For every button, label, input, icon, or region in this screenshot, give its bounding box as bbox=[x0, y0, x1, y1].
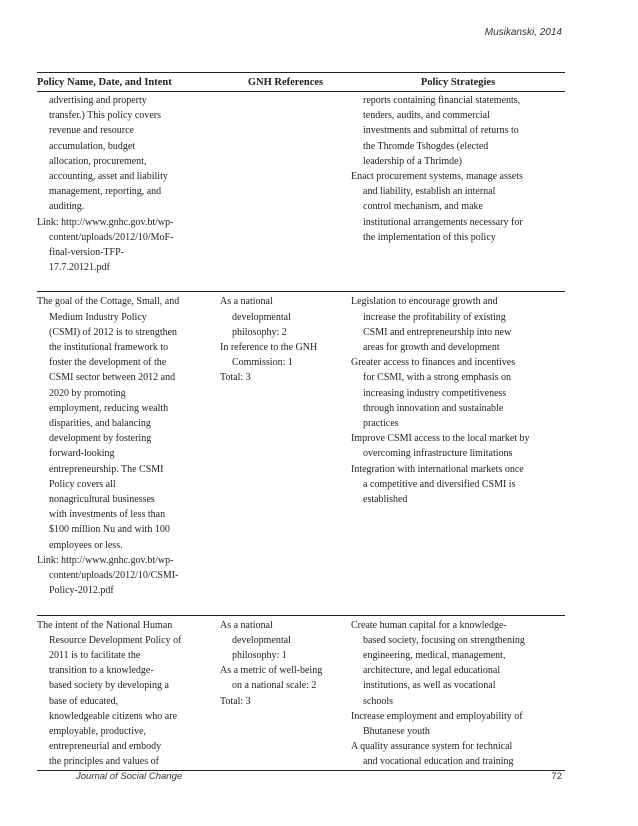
cell-text-line: Legislation to encourage growth and bbox=[351, 296, 498, 308]
cell-text-line: Bhutanese youth bbox=[363, 725, 430, 737]
cell-text-line: Policy-2012.pdf bbox=[49, 585, 114, 597]
cell-text-line: allocation, procurement, bbox=[49, 155, 147, 167]
strategies-cell bbox=[351, 615, 565, 770]
cell-text-line: disparities, and balancing bbox=[49, 418, 151, 430]
cell-text-line: Greater access to finances and incentives bbox=[351, 357, 516, 369]
cell-text-line: based society, focusing on strengthening bbox=[363, 634, 525, 646]
cell-text-line: CSMI and entrepreneurship into new bbox=[363, 326, 512, 338]
cell-text-line: with investments of less than bbox=[49, 509, 166, 521]
cell-text-line: A quality assurance system for technical bbox=[351, 741, 513, 753]
cell-text-line: architecture, and legal educational bbox=[363, 665, 501, 677]
cell-text-line: Policy covers all bbox=[49, 478, 116, 490]
table-row bbox=[37, 615, 565, 770]
cell-text-line: content/uploads/2012/10/CSMI- bbox=[49, 570, 179, 582]
cell-text-line: increasing industry competitiveness bbox=[363, 387, 507, 399]
cell-text-line: content/uploads/2012/10/MoF- bbox=[49, 231, 174, 243]
cell-text-line: employable, productive, bbox=[49, 725, 146, 737]
gnh-cell bbox=[220, 292, 351, 615]
cell-text-line: and liability, establish an internal bbox=[363, 186, 496, 198]
cell-text-line: Enact procurement systems, manage assets bbox=[351, 171, 523, 183]
cell-text-line: The goal of the Cottage, Small, and bbox=[37, 296, 180, 308]
cell-text-line: established bbox=[363, 494, 408, 506]
cell-text-line: foster the development of the bbox=[49, 357, 167, 369]
cell-text-line: 2011 is to facilitate the bbox=[49, 649, 141, 661]
cell-text-line: As a national bbox=[220, 619, 273, 631]
cell-text-line: engineering, medical, management, bbox=[363, 649, 506, 661]
gnh-cell bbox=[220, 615, 351, 770]
intent-cell bbox=[37, 615, 220, 770]
cell-text-line: the principles and values of bbox=[49, 756, 159, 768]
cell-text-line: Increase employment and employability of bbox=[351, 710, 523, 722]
column-header-strategies: Policy Strategies bbox=[351, 73, 565, 92]
journal-name: Journal of Social Change bbox=[76, 771, 183, 782]
cell-text-line: tenders, audits, and commercial bbox=[363, 110, 490, 122]
cell-text-line: for CSMI, with a strong emphasis on bbox=[363, 372, 512, 384]
table-row bbox=[37, 292, 565, 615]
cell-text-line: entrepreneurship. The CSMI bbox=[49, 463, 164, 475]
cell-text-line: increase the profitability of existing bbox=[363, 311, 506, 323]
cell-text-line: reports containing financial statements, bbox=[363, 95, 521, 106]
gnh-cell bbox=[220, 92, 351, 292]
cell-text-line: Link: http://www.gnhc.gov.bt/wp- bbox=[37, 554, 174, 566]
cell-text-line: philosophy: 1 bbox=[232, 649, 287, 661]
cell-text-line: Link: http://www.gnhc.gov.bt/wp- bbox=[37, 216, 174, 228]
cell-text-line: auditing. bbox=[49, 201, 85, 213]
column-header-gnh: GNH References bbox=[220, 73, 351, 92]
cell-text-line: management, reporting, and bbox=[49, 186, 162, 198]
cell-text-line: and vocational education and training bbox=[363, 756, 514, 768]
cell-text-line: Total: 3 bbox=[220, 372, 251, 384]
cell-text-line: final-version-TFP- bbox=[49, 247, 124, 259]
cell-text-line: employees or less. bbox=[49, 539, 123, 551]
cell-text-line: schools bbox=[363, 695, 393, 707]
cell-text-line: knowledgeable citizens who are bbox=[49, 710, 178, 722]
cell-text-line: Improve CSMI access to the local market by bbox=[351, 433, 530, 445]
cell-text-line: philosophy: 2 bbox=[232, 326, 287, 338]
cell-text-line: CSMI sector between 2012 and bbox=[49, 372, 176, 384]
cell-text-line: the Thromde Tshogdes (elected bbox=[363, 140, 489, 152]
cell-text-line: revenue and resource bbox=[49, 125, 134, 137]
cell-text-line: As a metric of well-being bbox=[220, 665, 323, 677]
cell-text-line: base of educated, bbox=[49, 695, 119, 707]
cell-text-line: employment, reducing wealth bbox=[49, 402, 169, 414]
intent-cell bbox=[37, 92, 220, 292]
cell-text-line: Medium Industry Policy bbox=[49, 311, 147, 323]
cell-text-line: In reference to the GNH bbox=[220, 342, 318, 354]
cell-text-line: $100 million Nu and with 100 bbox=[49, 524, 170, 536]
cell-text-line: development by fostering bbox=[49, 433, 152, 445]
cell-text-line: Create human capital for a knowledge- bbox=[351, 619, 507, 631]
cell-text-line: Total: 3 bbox=[220, 695, 251, 707]
cell-text-line: transfer.) This policy covers bbox=[49, 110, 162, 122]
cell-text-line: institutional arrangements necessary for bbox=[363, 216, 523, 228]
table-row bbox=[37, 92, 565, 292]
cell-text-line: institutions, as well as vocational bbox=[363, 680, 496, 692]
cell-text-line: based society by developing a bbox=[49, 680, 169, 692]
cell-text-line: leadership of a Thrimde) bbox=[363, 155, 462, 167]
cell-text-line: (CSMI) of 2012 is to strengthen bbox=[49, 326, 178, 338]
table-header-row bbox=[37, 73, 565, 92]
cell-text-line: investments and submittal of returns to bbox=[363, 125, 519, 137]
strategies-cell bbox=[351, 92, 565, 292]
cell-text-line: on a national scale: 2 bbox=[232, 680, 317, 692]
cell-text-line: practices bbox=[363, 418, 399, 430]
cell-text-line: As a national bbox=[220, 296, 273, 308]
cell-text-line: areas for growth and development bbox=[363, 342, 500, 354]
intent-cell bbox=[37, 292, 220, 615]
cell-text-line: a competitive and diversified CSMI is bbox=[363, 478, 516, 490]
cell-text-line: Commission: 1 bbox=[232, 357, 293, 369]
cell-text-line: 2020 by promoting bbox=[49, 387, 126, 399]
cell-text-line: accounting, asset and liability bbox=[49, 171, 168, 183]
cell-text-line: nonagricultural businesses bbox=[49, 494, 155, 506]
policy-table bbox=[37, 72, 565, 771]
cell-text-line: accumulation, budget bbox=[49, 140, 136, 152]
cell-text-line: overcoming infrastructure limitations bbox=[363, 448, 513, 460]
cell-text-line: Integration with international markets once bbox=[351, 463, 524, 475]
cell-text-line: transition to a knowledge- bbox=[49, 665, 154, 677]
column-header-intent: Policy Name, Date, and Intent bbox=[37, 73, 220, 92]
strategies-cell bbox=[351, 292, 565, 615]
running-head: Musikanski, 2014 bbox=[484, 27, 562, 38]
cell-text-line: entrepreneurial and embody bbox=[49, 741, 162, 753]
cell-text-line: developmental bbox=[232, 634, 291, 646]
cell-text-line: The intent of the National Human bbox=[37, 619, 173, 631]
cell-text-line: the institutional framework to bbox=[49, 342, 169, 354]
page-number: 72 bbox=[551, 771, 562, 782]
cell-text-line: Resource Development Policy of bbox=[49, 634, 182, 646]
cell-text-line: advertising and property bbox=[49, 95, 147, 106]
cell-text-line: 17.7.20121.pdf bbox=[49, 262, 110, 274]
cell-text-line: forward-looking bbox=[49, 448, 115, 460]
cell-text-line: control mechanism, and make bbox=[363, 201, 483, 213]
cell-text-line: developmental bbox=[232, 311, 291, 323]
cell-text-line: through innovation and sustainable bbox=[363, 402, 504, 414]
cell-text-line: the implementation of this policy bbox=[363, 231, 496, 243]
